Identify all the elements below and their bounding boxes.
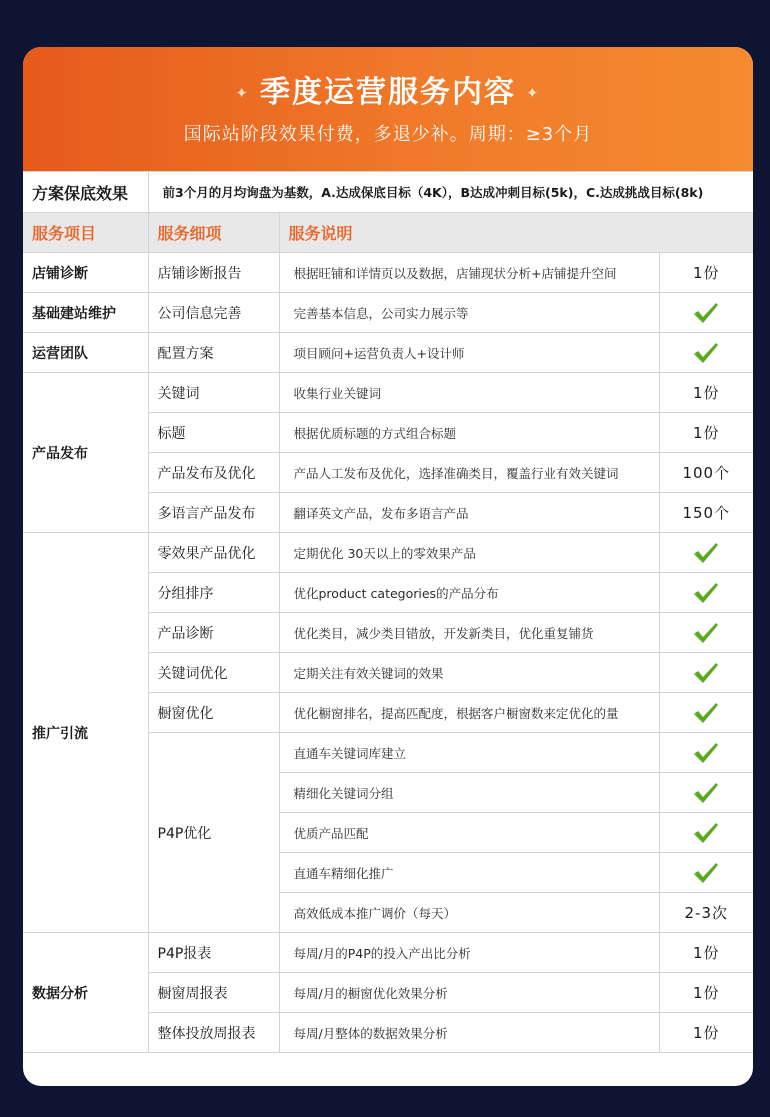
service-description: 高效低成本推广调价（每天） bbox=[279, 893, 659, 933]
service-category: 产品发布 bbox=[23, 373, 148, 533]
service-item: 零效果产品优化 bbox=[148, 533, 279, 573]
service-description: 直通车关键词库建立 bbox=[279, 733, 659, 773]
service-item: 公司信息完善 bbox=[148, 293, 279, 333]
included-cell bbox=[659, 773, 753, 813]
check-icon bbox=[693, 702, 719, 724]
check-icon bbox=[693, 862, 719, 884]
service-description: 收集行业关键词 bbox=[279, 373, 659, 413]
service-category: 推广引流 bbox=[23, 533, 148, 933]
service-description: 精细化关键词分组 bbox=[279, 773, 659, 813]
service-item: P4P报表 bbox=[148, 933, 279, 973]
service-description: 每周/月的橱窗优化效果分析 bbox=[279, 973, 659, 1013]
check-icon bbox=[693, 662, 719, 684]
service-category: 运营团队 bbox=[23, 333, 148, 373]
quantity-cell: 100个 bbox=[659, 453, 753, 493]
service-description: 定期关注有效关键词的效果 bbox=[279, 653, 659, 693]
service-item: 配置方案 bbox=[148, 333, 279, 373]
included-cell bbox=[659, 733, 753, 773]
service-description: 优化product categories的产品分布 bbox=[279, 573, 659, 613]
included-cell bbox=[659, 693, 753, 733]
star-icon: ✦ bbox=[235, 84, 250, 102]
service-description: 根据优质标题的方式组合标题 bbox=[279, 413, 659, 453]
service-card bbox=[23, 47, 753, 1086]
quantity-cell: 1份 bbox=[659, 253, 753, 293]
quantity-cell: 2-3次 bbox=[659, 893, 753, 933]
check-icon bbox=[693, 302, 719, 324]
service-description: 优化类目，减少类目错放，开发新类目，优化重复铺货 bbox=[279, 613, 659, 653]
basis-label: 方案保底效果 bbox=[23, 172, 148, 213]
service-description: 每周/月整体的数据效果分析 bbox=[279, 1013, 659, 1053]
check-icon bbox=[693, 822, 719, 844]
table-row bbox=[23, 293, 753, 333]
col-header-item: 服务细项 bbox=[148, 213, 279, 253]
check-icon bbox=[693, 542, 719, 564]
basis-text: 前3个月的月均询盘为基数，A.达成保底目标（4K），B达成冲刺目标(5k)，C.达成挑战目标(8k) bbox=[148, 172, 753, 213]
service-item: 橱窗优化 bbox=[148, 693, 279, 733]
check-icon bbox=[693, 622, 719, 644]
included-cell bbox=[659, 813, 753, 853]
table-row bbox=[23, 333, 753, 373]
service-item: 标题 bbox=[148, 413, 279, 453]
service-item: 产品诊断 bbox=[148, 613, 279, 653]
service-item: 橱窗周报表 bbox=[148, 973, 279, 1013]
check-icon bbox=[693, 582, 719, 604]
included-cell bbox=[659, 293, 753, 333]
quantity-cell: 1份 bbox=[659, 413, 753, 453]
check-icon bbox=[693, 342, 719, 364]
service-item: 产品发布及优化 bbox=[148, 453, 279, 493]
service-description: 定期优化 30天以上的零效果产品 bbox=[279, 533, 659, 573]
quantity-cell: 1份 bbox=[659, 1013, 753, 1053]
service-item: P4P优化 bbox=[148, 733, 279, 933]
service-category: 数据分析 bbox=[23, 933, 148, 1053]
quantity-cell: 150个 bbox=[659, 493, 753, 533]
service-item: 多语言产品发布 bbox=[148, 493, 279, 533]
col-header-desc: 服务说明 bbox=[279, 213, 753, 253]
included-cell bbox=[659, 333, 753, 373]
page-subtitle: 国际站阶段效果付费，多退少补。周期：≥3个月 bbox=[183, 124, 593, 145]
basis-row bbox=[23, 172, 753, 213]
service-description: 优化橱窗排名，提高匹配度，根据客户橱窗数来定优化的量 bbox=[279, 693, 659, 733]
check-icon bbox=[693, 782, 719, 804]
service-category: 基础建站维护 bbox=[23, 293, 148, 333]
service-item: 店铺诊断报告 bbox=[148, 253, 279, 293]
star-icon: ✦ bbox=[526, 84, 541, 102]
service-description: 根据旺铺和详情页以及数据，店铺现状分析+店铺提升空间 bbox=[279, 253, 659, 293]
service-item: 分组排序 bbox=[148, 573, 279, 613]
service-description: 直通车精细化推广 bbox=[279, 853, 659, 893]
included-cell bbox=[659, 573, 753, 613]
included-cell bbox=[659, 853, 753, 893]
service-description: 每周/月的P4P的投入产出比分析 bbox=[279, 933, 659, 973]
service-item: 关键词 bbox=[148, 373, 279, 413]
service-table bbox=[23, 171, 753, 1053]
header-banner bbox=[23, 47, 753, 171]
table-header bbox=[23, 213, 753, 253]
service-description: 翻译英文产品，发布多语言产品 bbox=[279, 493, 659, 533]
table-row bbox=[23, 253, 753, 293]
service-item: 关键词优化 bbox=[148, 653, 279, 693]
check-icon bbox=[693, 742, 719, 764]
service-description: 完善基本信息，公司实力展示等 bbox=[279, 293, 659, 333]
table-row bbox=[23, 373, 753, 413]
service-category: 店铺诊断 bbox=[23, 253, 148, 293]
included-cell bbox=[659, 533, 753, 573]
included-cell bbox=[659, 613, 753, 653]
service-item: 整体投放周报表 bbox=[148, 1013, 279, 1053]
col-header-project: 服务项目 bbox=[23, 213, 148, 253]
table-row bbox=[23, 933, 753, 973]
quantity-cell: 1份 bbox=[659, 373, 753, 413]
quantity-cell: 1份 bbox=[659, 933, 753, 973]
service-description: 项目顾问+运营负责人+设计师 bbox=[279, 333, 659, 373]
page-title: 季度运营服务内容 bbox=[260, 75, 516, 110]
service-description: 优质产品匹配 bbox=[279, 813, 659, 853]
quantity-cell: 1份 bbox=[659, 973, 753, 1013]
included-cell bbox=[659, 653, 753, 693]
table-row bbox=[23, 533, 753, 573]
service-description: 产品人工发布及优化，选择准确类目，覆盖行业有效关键词 bbox=[279, 453, 659, 493]
